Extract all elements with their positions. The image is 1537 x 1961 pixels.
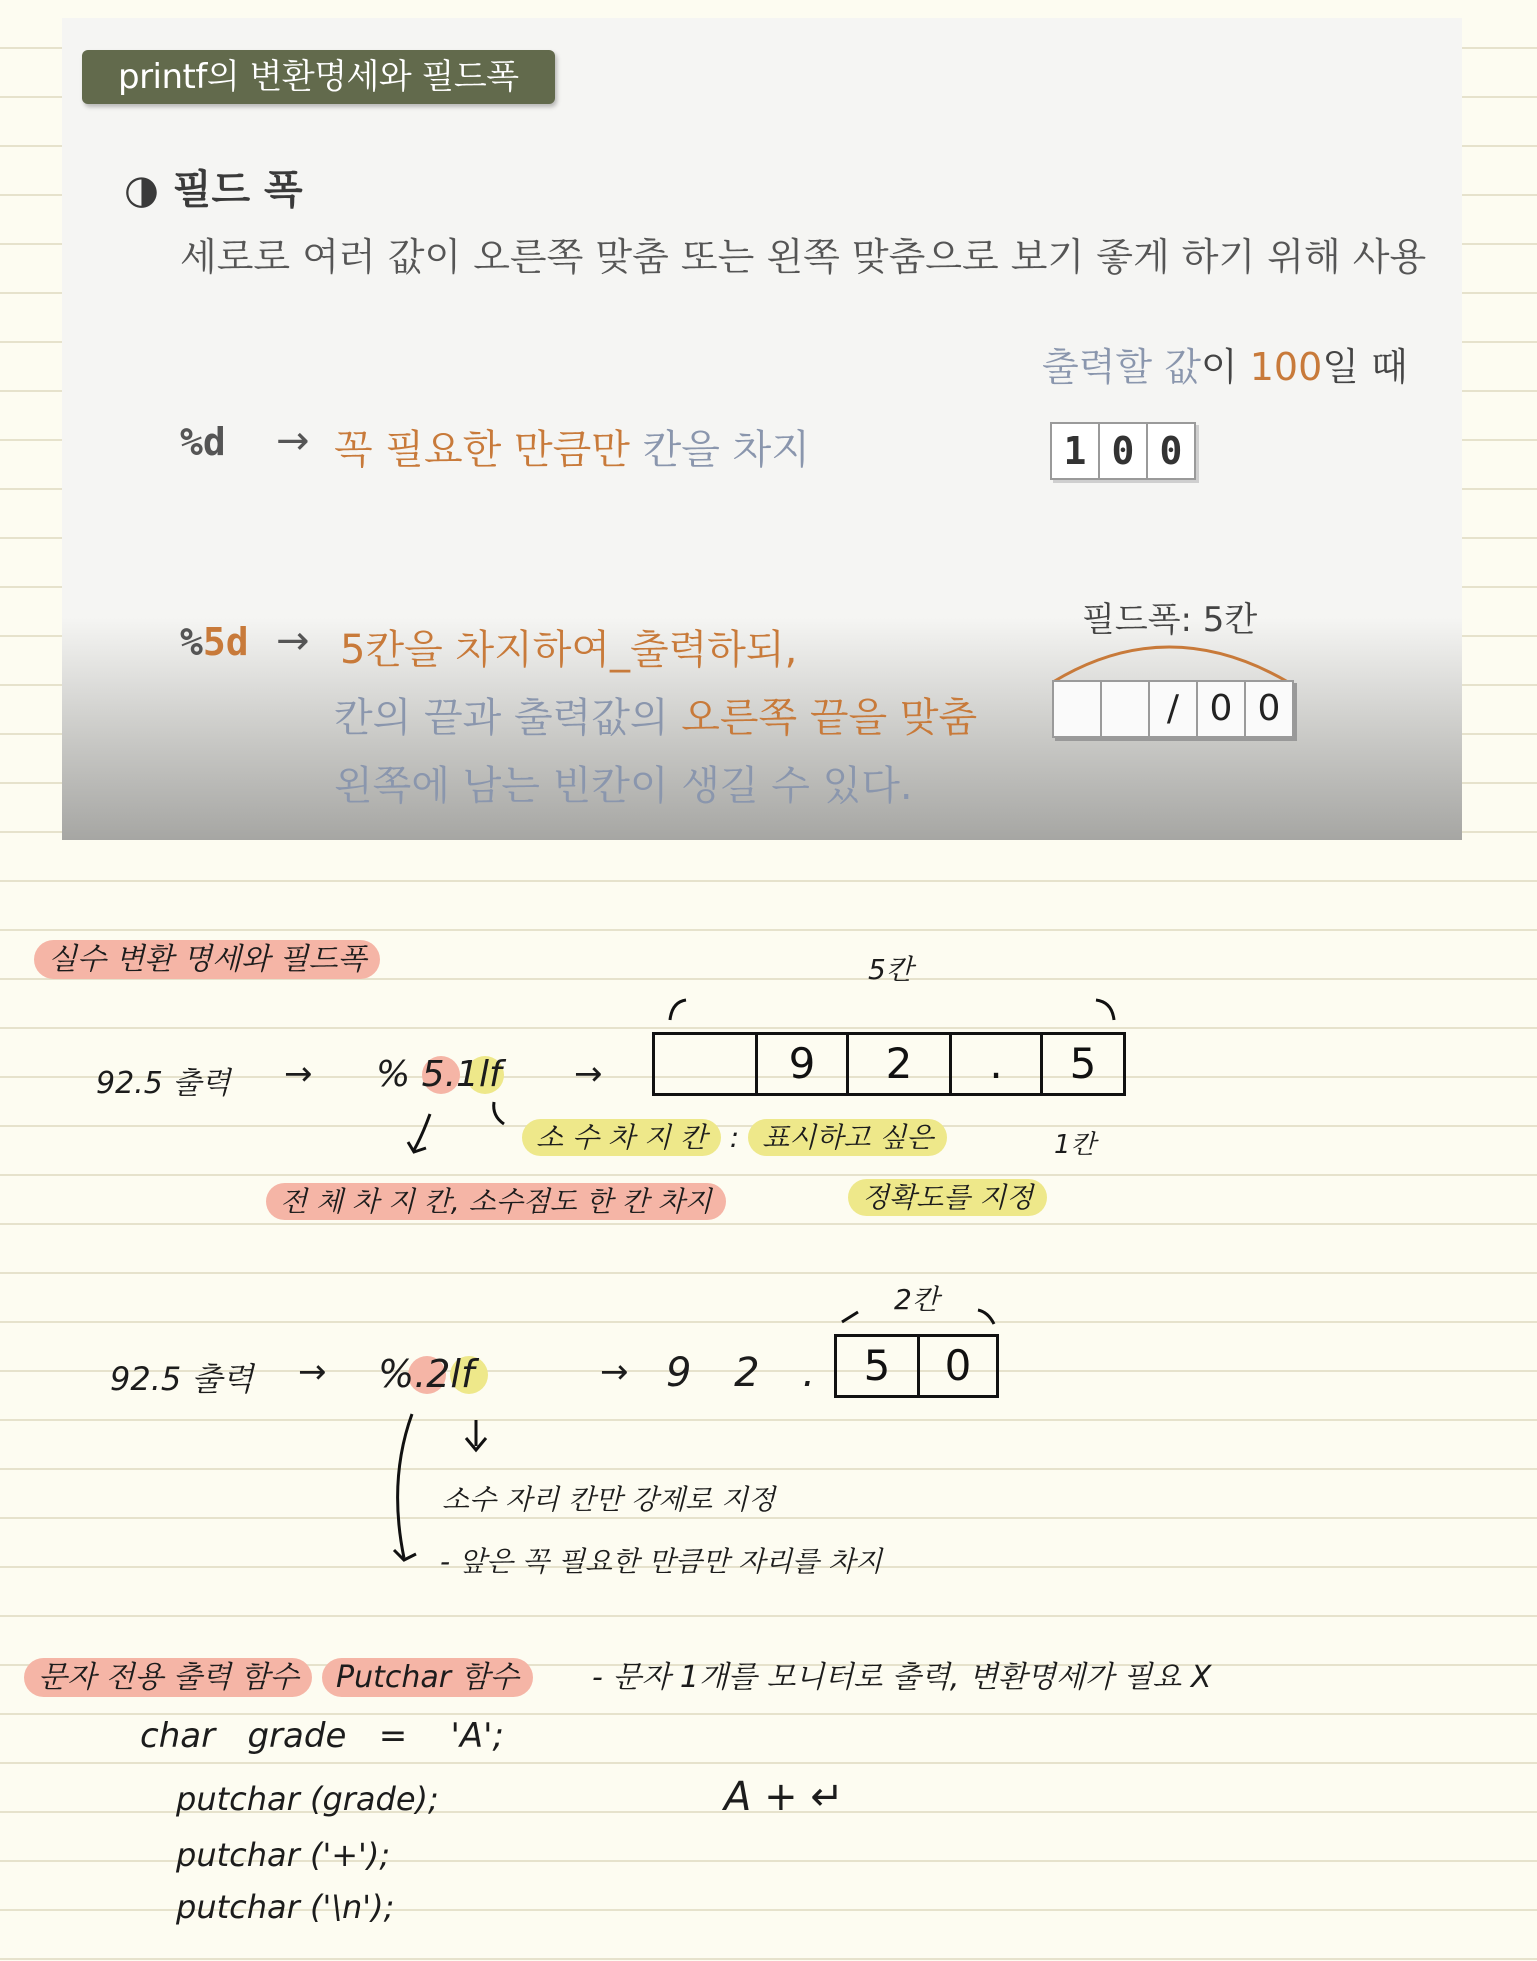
cell: . (952, 1035, 1043, 1093)
cell (1054, 682, 1102, 736)
code-line: putchar ('\n'); (176, 1888, 395, 1926)
section-heading (124, 158, 303, 215)
cell: / (1150, 682, 1198, 736)
code-line: char grade = 'A'; (140, 1716, 504, 1756)
note-title-2: 문자 전용 출력 함수 Putchar 함수 (24, 1652, 533, 1696)
cell (655, 1035, 758, 1093)
ex2-cells (834, 1334, 999, 1398)
ex1-note-yellow: 소 수 차 지 칸 : 표시하고 싶은 (522, 1116, 947, 1156)
row2-line3: 왼쪽에 남는 빈칸이 생길 수 있다. (334, 763, 913, 809)
cell: 5 (1069, 1039, 1097, 1088)
half-circle-icon: ◑ (124, 167, 159, 213)
field-cells-100 (1050, 422, 1196, 480)
note-title-1: 실수 변환 명세와 필드폭 (34, 934, 380, 978)
row1-description: 꼭 필요한 만큼만 칸을 차지 (334, 427, 810, 473)
putchar-description: - 문자 1개를 모니터로 출력, 변환명세가 필요 X (592, 1660, 1212, 1695)
cell: 2 (849, 1035, 952, 1093)
ex2-width-label: 2칸 (894, 1283, 939, 1316)
cell: 0 (944, 1341, 972, 1390)
arrow-icon: → (276, 418, 310, 464)
down-arrows-icon (400, 1098, 520, 1168)
ex1-left: 92.5 출력 (96, 1066, 231, 1101)
arrow-icon: → (284, 1054, 313, 1094)
code-line: putchar ('+'); (176, 1836, 391, 1874)
ex2-prefix: 9 2 . (666, 1350, 816, 1396)
cell (1102, 682, 1150, 736)
putchar-output: A + ↵ (724, 1774, 844, 1820)
cell: 0 (1246, 682, 1292, 736)
cell: 1 (1052, 424, 1100, 478)
value-caption: 출력할 값이 100일 때 (1042, 345, 1408, 389)
row2-line2: 칸의 끝과 출력값의 오른쪽 끝을 맞춤 (334, 695, 978, 741)
ex1-cells (652, 1032, 1126, 1096)
cell: 0 (1198, 682, 1246, 736)
arrow-icon: → (298, 1352, 327, 1392)
lecture-slide (62, 18, 1462, 840)
bracket-icon (646, 996, 1146, 1036)
bracket-icon (838, 1302, 1018, 1332)
row2-line1: 5칸을 차지하여_출력하되, (340, 627, 798, 673)
ex1-one-cell-label: 1칸 (1054, 1130, 1096, 1160)
code-line: putchar (grade); (176, 1780, 439, 1818)
cell: 0 (1100, 424, 1148, 478)
ex1-spec: % 5.1lf (376, 1054, 502, 1095)
arrow-icon: → (276, 618, 310, 664)
field-cells-5 (1052, 680, 1294, 738)
heading-text: 필드 폭 (172, 167, 303, 213)
cell: 5 (837, 1337, 920, 1395)
arrow-icon: → (574, 1054, 603, 1094)
ex2-spec: %.2lf (378, 1352, 475, 1396)
ex1-note-yellow-3: 정확도를 지정 (848, 1176, 1047, 1216)
spec-5d: %5d (180, 620, 249, 664)
cell: 9 (758, 1035, 849, 1093)
field-width-label: 필드폭: 5칸 (1082, 600, 1258, 640)
spec-d: %d (180, 420, 226, 464)
section-description: 세로로 여러 값이 오른쪽 맞춤 또는 왼쪽 맞춤으로 보기 좋게 하기 위해 사용 (180, 235, 1427, 279)
slide-title-tag: printf의 변환명세와 필드폭 (82, 50, 555, 104)
ex2-left: 92.5 출력 (110, 1360, 254, 1398)
ex1-width-label: 5칸 (868, 953, 913, 986)
arrow-icon: → (600, 1352, 629, 1392)
ex2-note-1: 소수 자리 칸만 강제로 지정 (442, 1483, 776, 1516)
cell: 0 (1159, 429, 1183, 473)
ex2-note-2: - 앞은 꼭 필요한 만큼만 자리를 차지 (440, 1545, 883, 1578)
ex1-note-pink: 전 체 차 지 칸, 소수점도 한 칸 차지 (266, 1180, 726, 1220)
